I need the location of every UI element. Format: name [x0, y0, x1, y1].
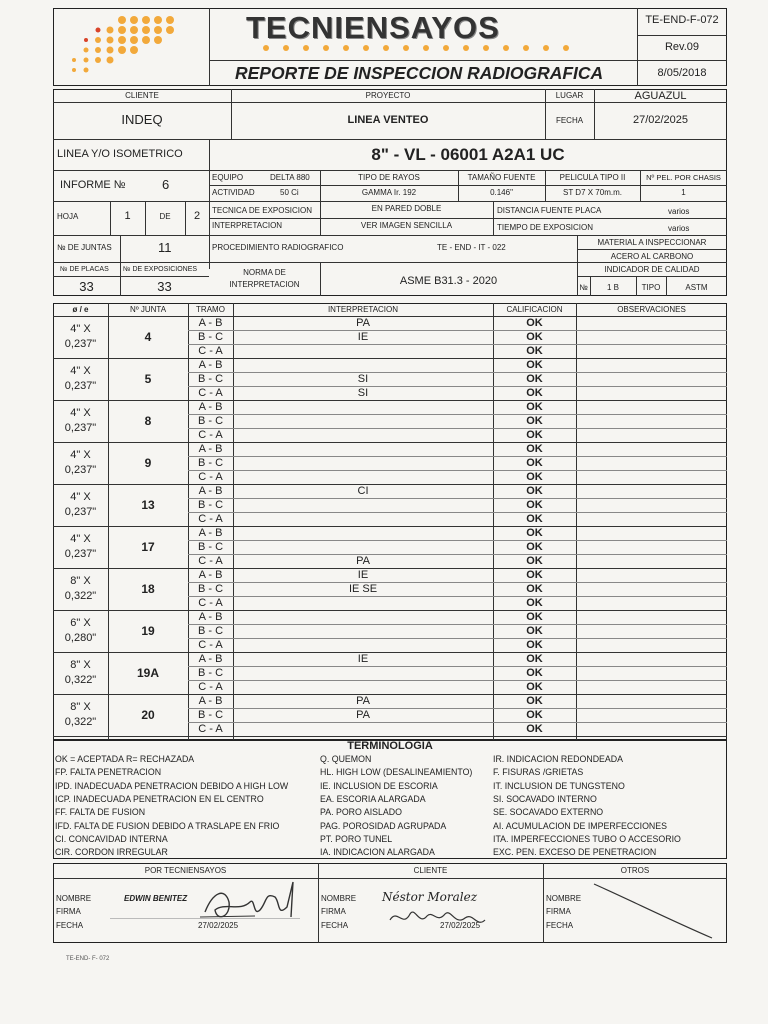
procedimiento-label: PROCEDIMIENTO RADIOGRAFICO [212, 243, 344, 252]
footer-code: TE-END- F- 072 [66, 956, 110, 962]
row-espesor: 0,322" [64, 674, 97, 686]
row-diametro: 6" X [70, 617, 91, 629]
juntas-label: № DE JUNTAS [57, 243, 112, 252]
doc-date: 8/05/2018 [657, 67, 707, 79]
row-tramo: A - B [198, 401, 223, 413]
term-item: CIR. CORDON IRREGULAR [55, 847, 168, 858]
company-logo-icon [62, 12, 182, 82]
row-junta: 19 [141, 624, 155, 638]
row-interpretacion: PA [356, 695, 370, 707]
row-diametro: 4" X [70, 365, 91, 377]
row-espesor: 0,322" [64, 716, 97, 728]
term-item: PAG. POROSIDAD AGRUPADA [320, 820, 447, 831]
pelicula-label: PELICULA TIPO II [559, 173, 626, 182]
row-calificacion: OK [526, 373, 543, 385]
row-tramo: A - B [198, 653, 223, 665]
row-calificacion: OK [526, 611, 543, 623]
row-tramo: A - B [198, 485, 223, 497]
term-item: PT. PORO TUNEL [320, 833, 393, 844]
row-diametro: 4" X [70, 491, 91, 503]
fecha-label: FECHA [555, 116, 584, 125]
row-tramo: A - B [198, 317, 223, 329]
row-tramo: B - C [197, 667, 224, 679]
row-diametro: 4" X [70, 323, 91, 335]
row-diametro: 8" X [70, 659, 91, 671]
cliente-value: INDEQ [121, 112, 163, 127]
terminologia-title: TERMINOLOGIA [347, 740, 433, 752]
row-calificacion: OK [526, 471, 543, 483]
row-tramo: B - C [197, 499, 224, 511]
equipo-value: DELTA 880 [270, 173, 310, 182]
row-interpretacion: SI [357, 387, 369, 399]
row-tramo: A - B [198, 695, 223, 707]
pel-chasis-value: 1 [681, 188, 686, 197]
row-espesor: 0,322" [64, 590, 97, 602]
row-interpretacion: IE [357, 653, 369, 665]
row-calificacion: OK [526, 653, 543, 665]
row-junta: 18 [141, 582, 155, 596]
term-item: IE. INCLUSION DE ESCORIA [320, 780, 438, 791]
row-tramo: B - C [197, 625, 224, 637]
indicador-label: INDICADOR DE CALIDAD [604, 265, 700, 274]
row-calificacion: OK [526, 541, 543, 553]
material-value: ACERO AL CARBONO [610, 252, 694, 261]
cli-fecha-label: FECHA [321, 921, 349, 930]
term-item: EXC. PEN. EXCESO DE PENETRACION [493, 847, 657, 858]
row-junta: 19A [136, 666, 159, 680]
term-item: HL. HIGH LOW (DESALINEAMIENTO) [320, 767, 473, 778]
interpretacion-value: VER IMAGEN SENCILLA [360, 221, 453, 230]
row-interpretacion: PA [356, 709, 370, 721]
header-observaciones: OBSERVACIONES [617, 305, 686, 314]
row-calificacion: OK [526, 443, 543, 455]
row-calificacion: OK [526, 331, 543, 343]
row-calificacion: OK [526, 555, 543, 567]
tec-nombre-label: NOMBRE [56, 894, 92, 903]
row-junta: 5 [144, 372, 152, 386]
term-item: FF. FALTA DE FUSION [55, 807, 146, 818]
row-diametro: 4" X [70, 407, 91, 419]
norma-label-1: NORMA DE [243, 268, 286, 277]
tec-signature-icon [195, 872, 305, 932]
term-item: PA. PORO AISLADO [320, 807, 402, 818]
tec-nombre-value: EDWIN BENITEZ [124, 894, 188, 903]
cli-fecha-value: 27/02/2025 [440, 921, 481, 930]
tec-firma-label: FIRMA [56, 907, 81, 916]
row-calificacion: OK [526, 359, 543, 371]
row-tramo: B - C [197, 541, 224, 553]
row-calificacion: OK [526, 597, 543, 609]
row-espesor: 0,237" [64, 464, 97, 476]
report-title: REPORTE DE INSPECCION RADIOGRAFICA [235, 63, 604, 83]
pel-chasis-label: Nº PEL. POR CHASIS [646, 173, 721, 182]
tiempo-label: TIEMPO DE EXPOSICION [497, 223, 594, 232]
exposiciones-label: № DE EXPOSICIONES [123, 266, 198, 273]
row-interpretacion: IE [357, 331, 369, 343]
row-calificacion: OK [526, 317, 543, 329]
row-tramo: A - B [198, 611, 223, 623]
linea-label: LINEA Y/O ISOMETRICO [57, 148, 183, 160]
row-calificacion: OK [526, 723, 543, 735]
row-tramo: C - A [198, 639, 223, 651]
row-junta: 4 [144, 330, 152, 344]
juntas-value: 11 [158, 240, 172, 255]
row-diametro: 8" X [70, 701, 91, 713]
row-diametro: 4" X [70, 533, 91, 545]
row-calificacion: OK [526, 681, 543, 693]
row-tramo: C - A [198, 681, 223, 693]
row-tramo: A - B [198, 359, 223, 371]
por-tecniensayos-label: POR TECNIENSAYOS [144, 866, 227, 875]
row-tramo: A - B [198, 569, 223, 581]
header-calificacion: CALIFICACION [506, 305, 563, 314]
tecnica-value: EN PARED DOBLE [371, 204, 442, 213]
procedimiento-value: TE - END - IT - 022 [437, 243, 506, 252]
row-tramo: C - A [198, 429, 223, 441]
material-label: MATERIAL A INSPECCIONAR [597, 238, 707, 247]
row-tramo: B - C [197, 709, 224, 721]
row-tramo: C - A [198, 597, 223, 609]
company-name: TECNIENSAYOS [246, 10, 500, 45]
row-junta: 20 [141, 708, 155, 722]
row-espesor: 0,237" [64, 422, 97, 434]
term-item: OK = ACEPTADA R= RECHAZADA [55, 754, 195, 764]
otros-firma-label: FIRMA [546, 907, 571, 916]
informe-label: INFORME № [60, 179, 126, 191]
row-interpretacion: CI [357, 485, 369, 497]
row-tramo: C - A [198, 387, 223, 399]
hoja-label: HOJA [57, 212, 79, 221]
row-calificacion: OK [526, 625, 543, 637]
lugar-value: AGUAZUL [634, 90, 687, 102]
row-calificacion: OK [526, 527, 543, 539]
row-tramo: C - A [198, 471, 223, 483]
logo-dots-row-icon [262, 44, 582, 52]
row-tramo: B - C [197, 331, 224, 343]
row-espesor: 0,237" [64, 548, 97, 560]
row-calificacion: OK [526, 513, 543, 525]
otros-label: OTROS [620, 866, 650, 875]
proyecto-label: PROYECTO [365, 91, 411, 100]
doc-code: TE-END-F-072 [645, 14, 719, 26]
row-calificacion: OK [526, 639, 543, 651]
row-calificacion: OK [526, 569, 543, 581]
term-item: IPD. INADECUADA PENETRACION DEBIDO A HIGH LOW [55, 780, 289, 791]
tiempo-value: varios [668, 224, 690, 233]
row-tramo: B - C [197, 373, 224, 385]
distancia-value: varios [668, 207, 690, 216]
tec-fecha-value: 27/02/2025 [198, 921, 239, 930]
row-interpretacion: SI [357, 373, 369, 385]
otros-nombre-label: NOMBRE [546, 894, 582, 903]
row-tramo: B - C [197, 415, 224, 427]
indicador-no-value: 1 B [606, 283, 619, 292]
lugar-label: LUGAR [555, 91, 584, 100]
linea-value: 8" - VL - 06001 A2A1 UC [371, 145, 565, 164]
term-item: FP. FALTA PENETRACION [55, 767, 162, 778]
proyecto-value: LINEA VENTEO [347, 114, 429, 126]
term-item: CI. CONCAVIDAD INTERNA [55, 833, 168, 844]
tipo-label: TIPO [641, 283, 661, 292]
header-interpretacion: INTERPRETACION [327, 305, 399, 314]
hoja-value: 1 [124, 210, 131, 222]
cliente-sig-label: CLIENTE [413, 866, 448, 875]
row-espesor: 0,280" [64, 632, 97, 644]
fecha-value: 27/02/2025 [632, 114, 689, 126]
header-diametro: ø / e [72, 305, 89, 314]
cli-signature-icon [385, 900, 495, 935]
row-junta: 17 [141, 540, 155, 554]
row-calificacion: OK [526, 415, 543, 427]
term-item: EA. ESCORIA ALARGADA [320, 793, 426, 804]
row-calificacion: OK [526, 583, 543, 595]
tamano-fuente-value: 0.146" [490, 188, 513, 197]
placas-label: № DE PLACAS [60, 266, 109, 273]
header-tramo: TRAMO [196, 305, 225, 314]
term-item: SE. SOCAVADO EXTERNO [493, 807, 604, 818]
norma-value: ASME B31.3 - 2020 [399, 275, 498, 287]
row-espesor: 0,237" [64, 338, 97, 350]
tipo-value: ASTM [685, 283, 708, 292]
row-tramo: B - C [197, 457, 224, 469]
row-espesor: 0,237" [64, 380, 97, 392]
tamano-fuente-label: TAMAÑO FUENTE [467, 173, 536, 182]
indicador-no-label: № [579, 283, 588, 292]
term-item: ICP. INADECUADA PENETRACION EN EL CENTRO [55, 793, 264, 804]
actividad-label: ACTIVIDAD [212, 188, 255, 197]
row-calificacion: OK [526, 499, 543, 511]
row-calificacion: OK [526, 401, 543, 413]
row-junta: 8 [144, 414, 152, 428]
term-item: SI. SOCAVADO INTERNO [493, 793, 597, 804]
term-item: IR. INDICACION REDONDEADA [493, 754, 624, 764]
row-calificacion: OK [526, 429, 543, 441]
placas-value: 33 [79, 279, 94, 294]
row-tramo: C - A [198, 555, 223, 567]
row-tramo: C - A [198, 345, 223, 357]
cli-nombre-value: Néstor Moralez [382, 890, 478, 904]
tipo-rayos-value: GAMMA Ir. 192 [361, 188, 417, 197]
equipo-label: EQUIPO [212, 173, 244, 182]
row-tramo: B - C [197, 583, 224, 595]
row-interpretacion: IE [357, 569, 369, 581]
term-item: Q. QUEMON [320, 754, 372, 764]
row-calificacion: OK [526, 485, 543, 497]
header-junta: Nº JUNTA [129, 305, 167, 314]
pelicula-value: ST D7 X 70m.m. [563, 188, 622, 197]
de-label: DE [159, 212, 171, 221]
norma-label-2: INTERPRETACION [229, 280, 300, 289]
otros-fecha-label: FECHA [546, 921, 574, 930]
row-interpretacion: PA [356, 317, 370, 329]
row-espesor: 0,237" [64, 506, 97, 518]
term-item: ITA. IMPERFECCIONES TUBO O ACCESORIO [493, 833, 681, 844]
tipo-rayos-label: TIPO DE RAYOS [358, 173, 420, 182]
row-diametro: 4" X [70, 449, 91, 461]
exposiciones-value: 33 [157, 279, 172, 294]
row-interpretacion: PA [356, 555, 370, 567]
row-junta: 9 [144, 456, 152, 470]
actividad-value: 50 Ci [280, 188, 299, 197]
interpretacion-label: INTERPRETACION [212, 221, 283, 230]
cli-nombre-label: NOMBRE [321, 894, 357, 903]
row-tramo: A - B [198, 443, 223, 455]
row-calificacion: OK [526, 709, 543, 721]
distancia-label: DISTANCIA FUENTE PLACA [497, 206, 602, 215]
row-tramo: A - B [198, 527, 223, 539]
tec-fecha-label: FECHA [56, 921, 84, 930]
row-tramo: C - A [198, 513, 223, 525]
term-item: IA. INDICACION ALARGADA [320, 847, 435, 858]
cliente-label: CLIENTE [125, 91, 159, 100]
term-item: F. FISURAS /GRIETAS [493, 767, 584, 778]
row-junta: 13 [141, 498, 155, 512]
cli-firma-label: FIRMA [321, 907, 346, 916]
row-calificacion: OK [526, 345, 543, 357]
informe-value: 6 [162, 177, 170, 192]
doc-rev: Rev.09 [664, 41, 700, 53]
term-item: IFD. FALTA DE FUSION DEBIDO A TRASLAPE EN FRIO [55, 820, 280, 831]
row-diametro: 8" X [70, 575, 91, 587]
row-tramo: C - A [198, 723, 223, 735]
row-calificacion: OK [526, 667, 543, 679]
otros-cancel-stroke-icon [590, 880, 720, 942]
term-item: IT. INCLUSION DE TUNGSTENO [493, 780, 625, 791]
row-calificacion: OK [526, 457, 543, 469]
row-calificacion: OK [526, 695, 543, 707]
term-item: AI. ACUMULACION DE IMPERFECCIONES [493, 820, 668, 831]
row-interpretacion: IE SE [348, 583, 378, 595]
de-value: 2 [193, 210, 201, 222]
row-calificacion: OK [526, 387, 543, 399]
tecnica-label: TECNICA DE EXPOSICION [212, 206, 313, 215]
